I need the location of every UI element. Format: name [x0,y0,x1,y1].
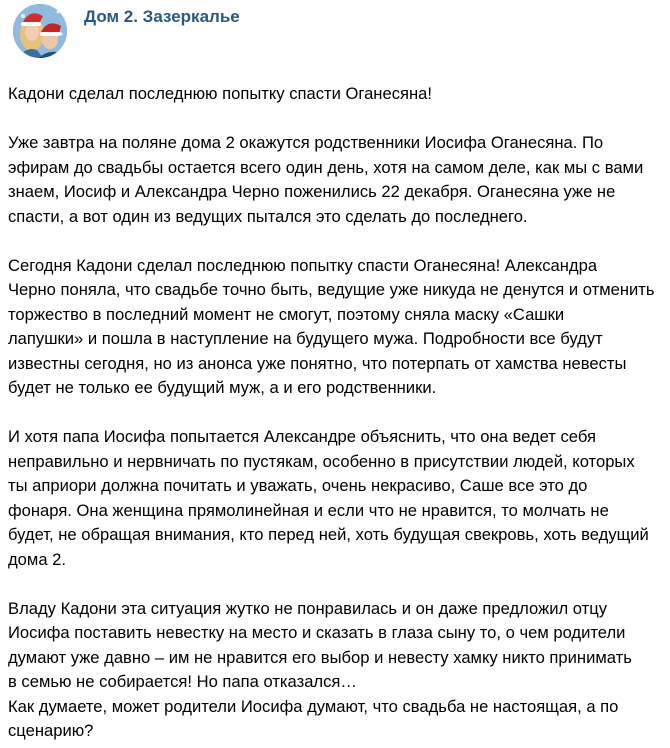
community-name-link[interactable]: Дом 2. Зазеркалье [84,7,240,26]
paragraph-gap [8,229,664,254]
avatar-image [13,4,67,58]
paragraph-gap [8,401,664,426]
post-paragraph: И хотя папа Иосифа попытается Александре объяснить, что она ведет себя неправильно и нервничать по пустякам, особенно в присутствии людей, которых ты априори должна почитать и уважать, очень некрасиво, Саше все это до фонаря. Она женщина прямолинейная и если что не нравится, то молчать не будет, не обращая внимания, кто перед ней, хоть будущая свекровь, хоть ведущий дома 2. [8,427,649,569]
post-paragraph: Владу Кадони эта ситуация жутко не понравилась и он даже предложил отцу Иосифа поставить невестку на место и сказать в глаза сыну то, о чем родители думают уже давно – им не нравится его выбор и невесту хамку никто принимать в семью не собирается! Но папа отказался… Как думаете, может родители Иосифа думают, что свадьба не настоящая, а по сценарию? [8,598,632,740]
community-avatar-icon[interactable] [13,4,67,58]
post-header [13,0,240,70]
post-paragraph-headline: Кадони сделал последнюю попытку спасти Оганесяна! [8,84,432,103]
post-paragraph: Сегодня Кадони сделал последнюю попытку спасти Оганесяна! Александра Черно поняла, что свадьбе точно быть, ведущие уже никуда не денутся и отменить торжество в последний момент не смогут, поэтому сняла маску «Сашки лапушки» и пошла в наступление на будущего мужа. Подробности все будут известны сегодня, но из анонса уже понятно, что потерпать от хамства невесты будет не только ее будущий муж, а и его родственники. [8,255,655,397]
paragraph-gap [8,572,664,597]
paragraph-gap [8,107,664,132]
post-paragraph: Уже завтра на поляне дома 2 окажутся родственники Иосифа Оганесяна. По эфирам до свадьбы остается всего один день, хотя на самом деле, как мы с вами знаем, Иосиф и Александра Черно поженились 22 декабря. Оганесяна уже не спасти, а вот один из ведущих пытался это сделать до последнего. [8,133,644,226]
post-text [8,82,664,744]
